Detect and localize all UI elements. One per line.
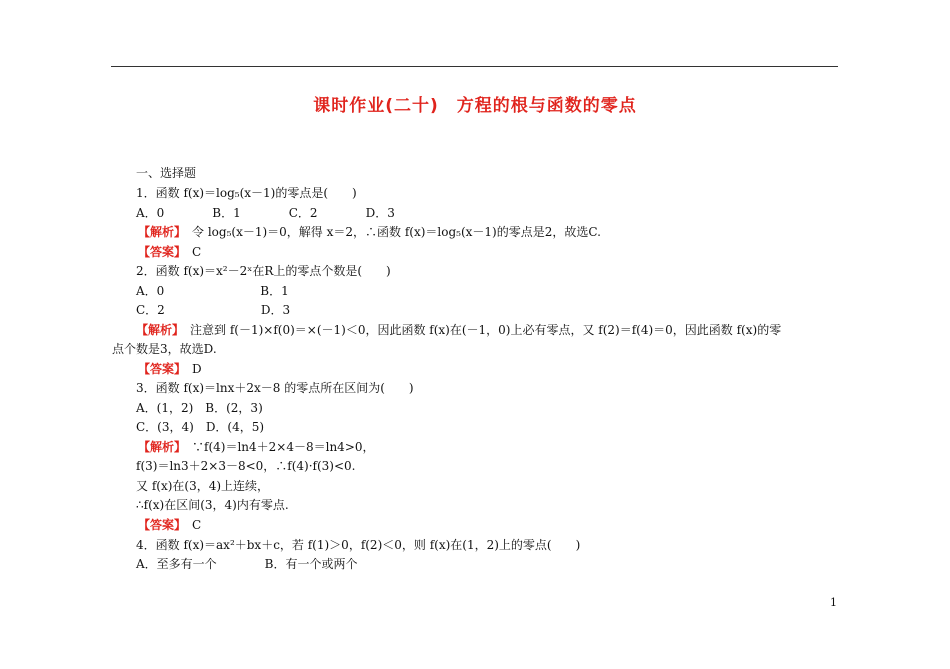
analysis-tag: 【解析】 [138,225,181,239]
q3-answer [138,517,201,533]
q3-stem: 3．函数 f(x)＝lnx＋2x－8 的零点所在区间为( ) [136,381,414,395]
q2-stem: 2．函数 f(x)＝x²－2ˣ在R上的零点个数是( ) [136,264,391,278]
answer-tag: 【答案】 [138,245,181,259]
q2-analysis-text: 注意到 f(－1)×f(0)＝×(－1)＜0，因此函数 f(x)在(－1，0)上必有零点，又 f(2)＝f(4)＝0，因此函数 f(x)的零 [178,323,782,337]
q3-analysis-line3: 又 f(x)在(3，4)上连续， [136,479,270,493]
q1-answer-text: C [180,245,202,259]
q3-analysis [138,439,375,455]
q1-analysis-text: 令 log₅(x－1)＝0，解得 x＝2，∴函数 f(x)＝log₅(x－1)的零点是2，故选C. [180,225,601,239]
answer-tag: 【答案】 [138,362,181,376]
q2-analysis [136,322,781,338]
analysis-tag: 【解析】 [136,323,179,337]
q2-options-row2: C．2 D．3 [136,303,291,317]
q1-analysis [138,224,601,240]
q1-answer [138,244,201,260]
q3-analysis-line4: ∴f(x)在区间(3，4)内有零点. [136,498,289,512]
section-heading: 一、选择题 [136,166,197,180]
page-title: 课时作业(二十) 方程的根与函数的零点 [313,96,637,116]
q1-options: A．0 B．1 C．2 D．3 [136,206,395,220]
q2-answer [138,361,202,377]
q3-options-row1: A．(1，2) B．(2，3) [136,401,263,415]
q3-answer-text: C [180,518,202,532]
q3-analysis-text: ∵f(4)＝ln4＋2×4－8＝ln4>0， [180,440,375,454]
q2-answer-text: D [180,362,202,376]
q2-analysis-cont: 点个数是3，故选D. [112,342,217,356]
q2-options-row1: A．0 B．1 [136,284,289,298]
q3-options-row2: C．(3，4) D．(4，5) [136,420,265,434]
q4-options: A．至多有一个 B．有一个或两个 [136,557,358,571]
analysis-tag: 【解析】 [138,440,181,454]
header-rule [111,66,838,67]
q1-stem: 1．函数 f(x)＝log₅(x－1)的零点是( ) [136,186,357,200]
q3-analysis-line2: f(3)＝ln3＋2×3－8<0，∴f(4)·f(3)<0. [136,459,356,473]
page-number: 1 [830,596,837,609]
q4-stem: 4．函数 f(x)＝ax²＋bx＋c，若 f(1)＞0，f(2)＜0，则 f(x)在(1，2)上的零点( ) [136,538,581,552]
answer-tag: 【答案】 [138,518,181,532]
